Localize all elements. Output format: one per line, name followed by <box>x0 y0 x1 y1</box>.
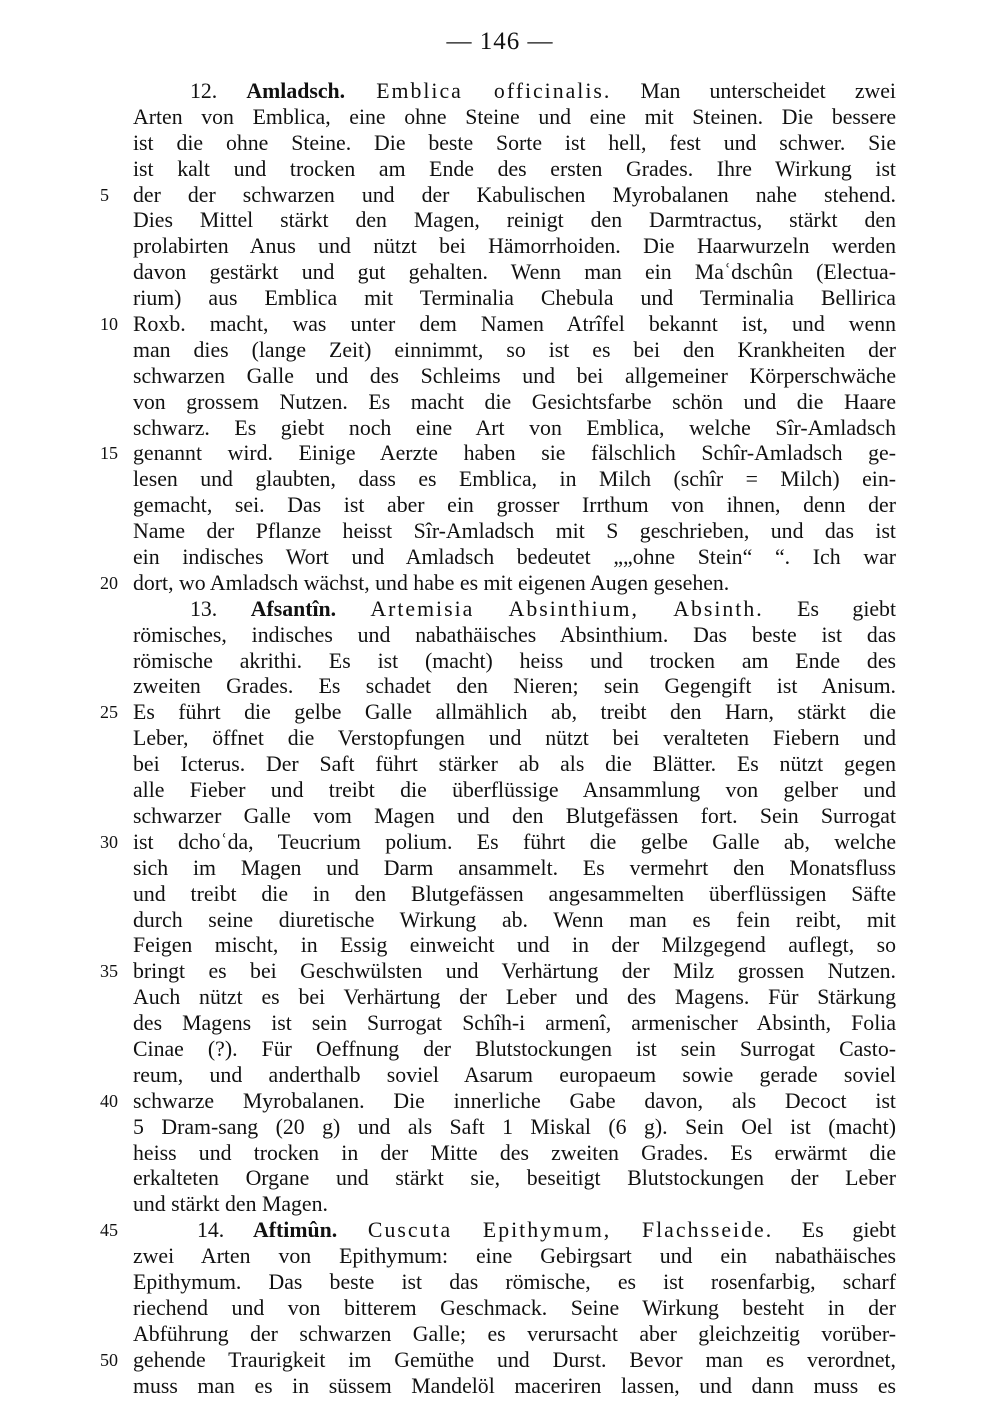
line-number: 25 <box>100 702 118 723</box>
line-text: 5 Dram-sang (20 g) und als Saft 1 Miskal (6 g). Sein Oel ist (macht) <box>133 1114 896 1139</box>
text-line <box>0 1115 1000 1141</box>
line-text: ein indisches Wort und Amladsch bedeutet „„ohne Stein“ “. Ich war <box>133 545 896 570</box>
text-line <box>0 908 1000 934</box>
line-text: riechend und von bitterem Geschmack. Seine Wirkung besteht in der <box>133 1295 896 1320</box>
text-line <box>0 959 1000 985</box>
line-text: bringt es bei Geschwülsten und Verhärtung der Milz grossen Nutzen. <box>133 959 896 984</box>
line-number: 5 <box>100 184 109 205</box>
text-line <box>0 804 1000 830</box>
text-line <box>0 338 1000 364</box>
line-text: alle Fieber und treibt die überflüssige Ansammlung von gelber und <box>133 778 896 803</box>
text-line <box>0 571 1000 597</box>
text-line <box>0 985 1000 1011</box>
entry-number: 14. <box>197 1218 253 1243</box>
line-text: Roxb. macht, was unter dem Namen Atrîfel bekannt ist, und wenn <box>133 312 896 337</box>
line-text: rium) aus Emblica mit Terminalia Chebula und Terminalia Bellirica <box>133 286 896 311</box>
text-line <box>0 390 1000 416</box>
body-text <box>0 79 1000 1399</box>
text-line <box>0 1166 1000 1192</box>
line-text: zwei Arten von Epithymum: eine Gebirgsart und ein nabathäisches <box>133 1244 896 1269</box>
line-number: 10 <box>100 314 118 335</box>
text-line <box>0 726 1000 752</box>
text-line <box>0 1322 1000 1348</box>
page-number-header: — 146 — <box>446 28 554 55</box>
line-text: sich im Magen und Darm ansammelt. Es vermehrt den Monatsfluss <box>133 855 896 880</box>
line-number: 20 <box>100 572 118 593</box>
entry-heading-line <box>197 1218 896 1244</box>
line-text: prolabirten Anus und nützt bei Hämorrhoiden. Die Haarwurzeln werden <box>133 234 896 259</box>
text-line <box>0 933 1000 959</box>
line-text: erkalteten Organe und stärkt sie, beseitigt Blutstockungen der Leber <box>133 1166 896 1191</box>
text-line <box>0 674 1000 700</box>
text-line <box>0 649 1000 675</box>
line-text: und stärkt den Magen. <box>133 1192 328 1217</box>
text-line <box>0 830 1000 856</box>
text-line <box>0 1037 1000 1063</box>
line-number: 45 <box>100 1220 118 1241</box>
entry-heading-line <box>190 597 896 623</box>
text-line <box>0 1374 1000 1400</box>
line-text: schwarzer Galle vom Magen und den Blutgefässen fort. Sein Surrogat <box>133 803 896 828</box>
entry-text: Es giebt <box>773 1218 897 1243</box>
line-text: Abführung der schwarzen Galle; es verursacht aber gleichzeitig vorüber- <box>133 1321 896 1346</box>
text-line <box>0 856 1000 882</box>
entry-latin-name: Cuscuta Epithymum, Flachsseide. <box>337 1218 774 1243</box>
line-text: gehende Traurigkeit im Gemüthe und Durst. Bevor man es verordnet, <box>133 1347 896 1372</box>
text-line <box>0 519 1000 545</box>
line-text: schwarzen Galle und des Schleims und bei allgemeiner Körperschwäche <box>133 363 896 388</box>
line-text: Auch nützt es bei Verhärtung der Leber und des Magens. Für Stärkung <box>133 985 896 1010</box>
line-text: davon gestärkt und gut gehalten. Wenn man ein Maʿdschûn (Electua- <box>133 260 896 285</box>
text-line <box>0 1244 1000 1270</box>
line-text: Leber, öffnet die Verstopfungen und nützt bei veralteten Fiebern und <box>133 726 896 751</box>
line-text: des Magens ist sein Surrogat Schîh-i armenî, armenischer Absinth, Folia <box>133 1011 896 1036</box>
line-text: Name der Pflanze heisst Sîr-Amladsch mit S geschrieben, und das ist <box>133 519 896 544</box>
text-line <box>0 1296 1000 1322</box>
line-text: Es führt die gelbe Galle allmählich ab, treibt den Harn, stärkt die <box>133 700 896 725</box>
line-text: ist die ohne Steine. Die beste Sorte ist hell, fest und schwer. Sie <box>133 130 896 155</box>
text-line <box>0 79 1000 105</box>
line-text: heiss und trocken in der Mitte des zweiten Grades. Es erwärmt die <box>133 1140 896 1165</box>
line-text: lesen und glaubten, dass es Emblica, in Milch (schîr = Milch) ein- <box>133 467 896 492</box>
text-line <box>0 157 1000 183</box>
text-line <box>0 260 1000 286</box>
entry-text: Es giebt <box>763 596 897 621</box>
text-line <box>0 312 1000 338</box>
line-text: bei Icterus. Der Saft führt stärker ab als die Blätter. Es nützt gegen <box>133 752 896 777</box>
entry-number: 12. <box>190 79 247 103</box>
line-number: 30 <box>100 831 118 852</box>
line-text: römische akrithi. Es ist (macht) heiss und trocken am Ende des <box>133 648 896 673</box>
text-line <box>0 545 1000 571</box>
line-text: von grossem Nutzen. Es macht die Gesichtsfarbe schön und die Haare <box>133 389 896 414</box>
text-line <box>0 234 1000 260</box>
text-line <box>0 1218 1000 1244</box>
text-line <box>0 1348 1000 1374</box>
text-line <box>0 183 1000 209</box>
entry-headword: Amladsch. <box>246 79 346 103</box>
text-line <box>0 105 1000 131</box>
text-line <box>0 441 1000 467</box>
text-line <box>0 467 1000 493</box>
line-number: 15 <box>100 443 118 464</box>
text-line <box>0 597 1000 623</box>
line-text: Dies Mittel stärkt den Magen, reinigt den Darmtractus, stärkt den <box>133 208 896 233</box>
line-text: muss man es in süssem Mandelöl maceriren lassen, und dann muss es <box>133 1373 896 1398</box>
text-line <box>0 882 1000 908</box>
text-line <box>0 493 1000 519</box>
text-line <box>0 1063 1000 1089</box>
entry-number: 13. <box>190 596 251 621</box>
text-line <box>0 364 1000 390</box>
entry-text: Man unterscheidet zwei <box>611 79 896 103</box>
entry-heading-line <box>190 79 896 105</box>
text-line <box>0 416 1000 442</box>
line-number: 40 <box>100 1090 118 1111</box>
text-line <box>0 1089 1000 1115</box>
line-text: der der schwarzen und der Kabulischen Myrobalanen nahe stehend. <box>133 182 896 207</box>
entry-latin-name: Artemisia Absinthium, Absinth. <box>336 596 764 621</box>
line-text: ist kalt und trocken am Ende des ersten Grades. Ihre Wirkung ist <box>133 156 896 181</box>
line-text: Arten von Emblica, eine ohne Steine und eine mit Steinen. Die bessere <box>133 104 896 129</box>
line-text: ist dchoʿda, Teucrium polium. Es führt die gelbe Galle ab, welche <box>133 829 896 854</box>
line-text: genannt wird. Einige Aerzte haben sie fälschlich Schîr-Amladsch ge- <box>133 441 896 466</box>
entry-headword: Aftimûn. <box>253 1218 338 1243</box>
text-line <box>0 286 1000 312</box>
text-line <box>0 778 1000 804</box>
text-line <box>0 1141 1000 1167</box>
text-line <box>0 1270 1000 1296</box>
line-text: zweiten Grades. Es schadet den Nieren; sein Gegengift ist Anisum. <box>133 674 896 699</box>
line-text: dort, wo Amladsch wächst, und habe es mit eigenen Augen gesehen. <box>133 570 730 595</box>
entry-latin-name: Emblica officinalis. <box>345 79 612 103</box>
line-text: Feigen mischt, in Essig einweicht und in der Milzgegend auflegt, so <box>133 933 896 958</box>
text-line <box>0 623 1000 649</box>
entry-headword: Afsantîn. <box>250 596 337 621</box>
text-line <box>0 131 1000 157</box>
text-line <box>0 1192 1000 1218</box>
line-text: man dies (lange Zeit) einnimmt, so ist es bei den Krankheiten der <box>133 337 896 362</box>
line-text: römisches, indisches und nabathäisches Absinthium. Das beste ist das <box>133 622 896 647</box>
line-text: schwarze Myrobalanen. Die innerliche Gabe davon, als Decoct ist <box>133 1088 896 1113</box>
line-number: 35 <box>100 961 118 982</box>
line-text: durch seine diuretische Wirkung ab. Wenn man es fein reibt, mit <box>133 907 896 932</box>
line-number: 50 <box>100 1349 118 1370</box>
line-text: Epithymum. Das beste ist das römische, es ist rosenfarbig, scharf <box>133 1269 896 1294</box>
line-text: Cinae (?). Für Oeffnung der Blutstockungen ist sein Surrogat Casto- <box>133 1036 896 1061</box>
text-line <box>0 700 1000 726</box>
text-line <box>0 752 1000 778</box>
text-line <box>0 1011 1000 1037</box>
line-text: gemacht, sei. Das ist aber ein grosser Irrthum von ihnen, denn der <box>133 493 896 518</box>
line-text: schwarz. Es giebt noch eine Art von Emblica, welche Sîr-Amladsch <box>133 415 896 440</box>
text-line <box>0 208 1000 234</box>
line-text: reum, und anderthalb soviel Asarum europaeum sowie gerade soviel <box>133 1062 896 1087</box>
line-text: und treibt die in den Blutgefässen angesammelten überflüssigen Säfte <box>133 881 896 906</box>
